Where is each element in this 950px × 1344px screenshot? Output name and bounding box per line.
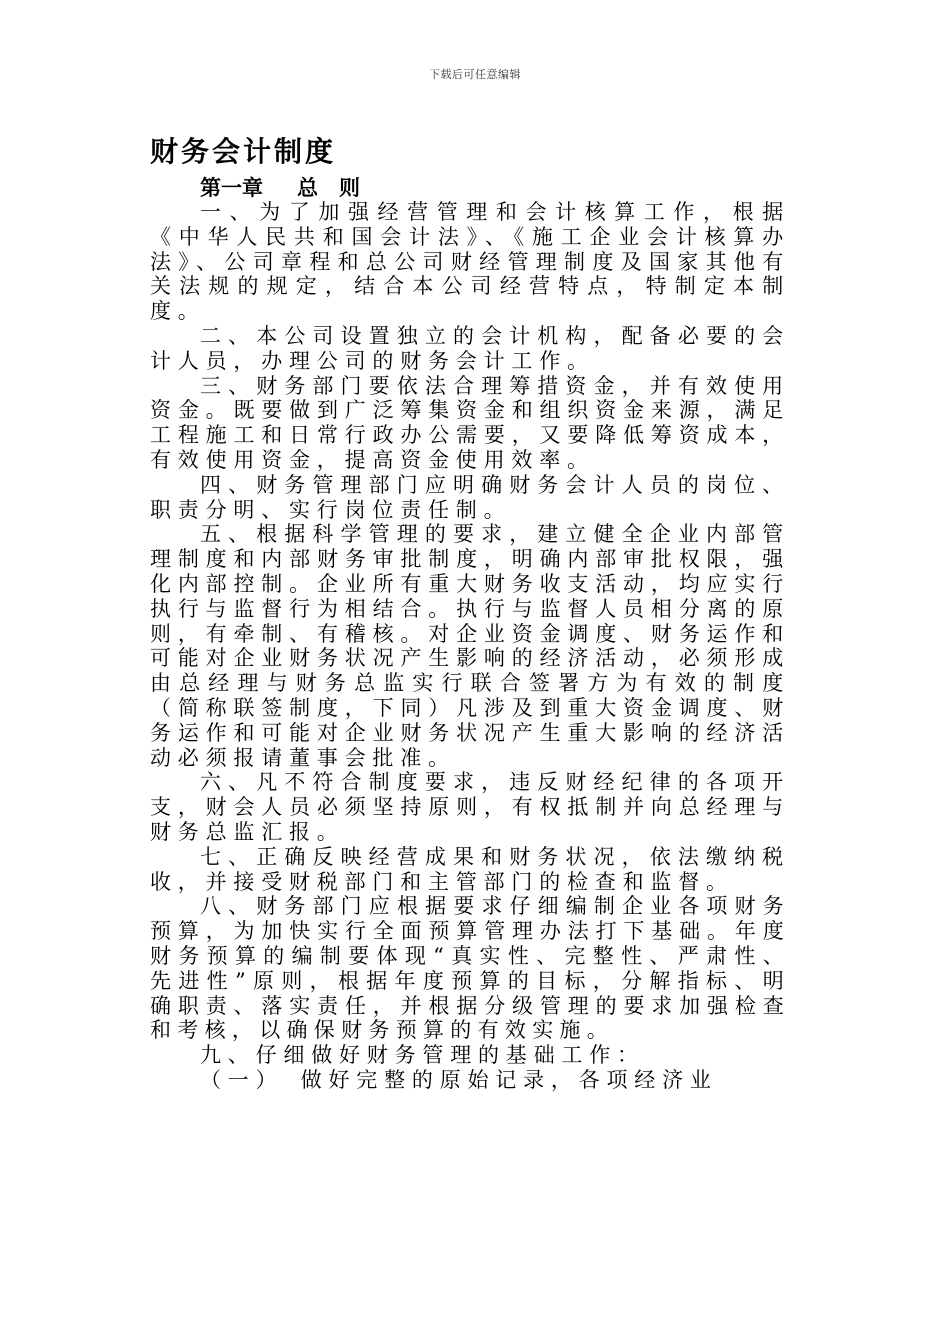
chapter-heading — [200, 172, 360, 202]
chapter-label: 第一章 — [200, 176, 263, 200]
chapter-name: 总 则 — [297, 176, 360, 200]
paragraph-1: 一、为了加强经营管理和会计核算工作，根据《中华人民共和国会计法》、《施工企业会计核算办法》、公司章程和总公司财经管理制度及国家其他有关法规的规定，结合本公司经营特点，特制定本制度。 — [150, 200, 790, 324]
paragraph-8: 八、财务部门应根据要求仔细编制企业各项财务预算，为加快实行全面预算管理办法打下基础。年度财务预算的编制要体现“真实性、完整性、严肃性、先进性”原则，根据年度预算的目标，分解指标、明确职责、落实责任，并根据分级管理的要求加强检查和考核，以确保财务预算的有效实施。 — [150, 894, 790, 1043]
paragraph-2: 二、本公司设置独立的会计机构，配备必要的会计人员，办理公司的财务会计工作。 — [150, 323, 790, 373]
paragraph-7: 七、正确反映经营成果和财务状况，依法缴纳税收，并接受财税部门和主管部门的检查和监督。 — [150, 844, 790, 894]
document-title: 财务会计制度 — [150, 135, 337, 168]
paragraph-9: 九、仔细做好财务管理的基础工作： — [200, 1043, 645, 1068]
header-note: 下载后可任意编辑 — [429, 68, 521, 81]
paragraph-6: 六、凡不符合制度要求，违反财经纪律的各项开支，财会人员必须坚持原则，有权抵制并向总经理与财务总监汇报。 — [150, 770, 790, 844]
paragraph-4: 四、财务管理部门应明确财务会计人员的岗位、职责分明、实行岗位责任制。 — [150, 472, 790, 522]
document-body — [150, 200, 790, 1093]
paragraph-3: 三、财务部门要依法合理筹措资金，并有效使用资金。既要做到广泛筹集资金和组织资金来源，满足工程施工和日常行政办公需要，又要降低筹资成本，有效使用资金，提高资金使用效率。 — [150, 373, 790, 472]
paragraph-10: （一） 做好完整的原始记录，各项经济业 — [200, 1067, 718, 1092]
paragraph-5: 五、根据科学管理的要求，建立健全企业内部管理制度和内部财务审批制度，明确内部审批权限，强化内部控制。企业所有重大财务收支活动，均应实行执行与监督行为相结合。执行与监督人员相分离的原则，有牵制、有稽核。对企业资金调度、财务运作和可能对企业财务状况产生影响的经济活动，必须形成由总经理与财务总监实行联合签署方为有效的制度（简称联签制度，下同）凡涉及到重大资金调度、财务运作和可能对企业财务状况产生重大影响的经济活动必须报请董事会批准。 — [150, 522, 790, 770]
